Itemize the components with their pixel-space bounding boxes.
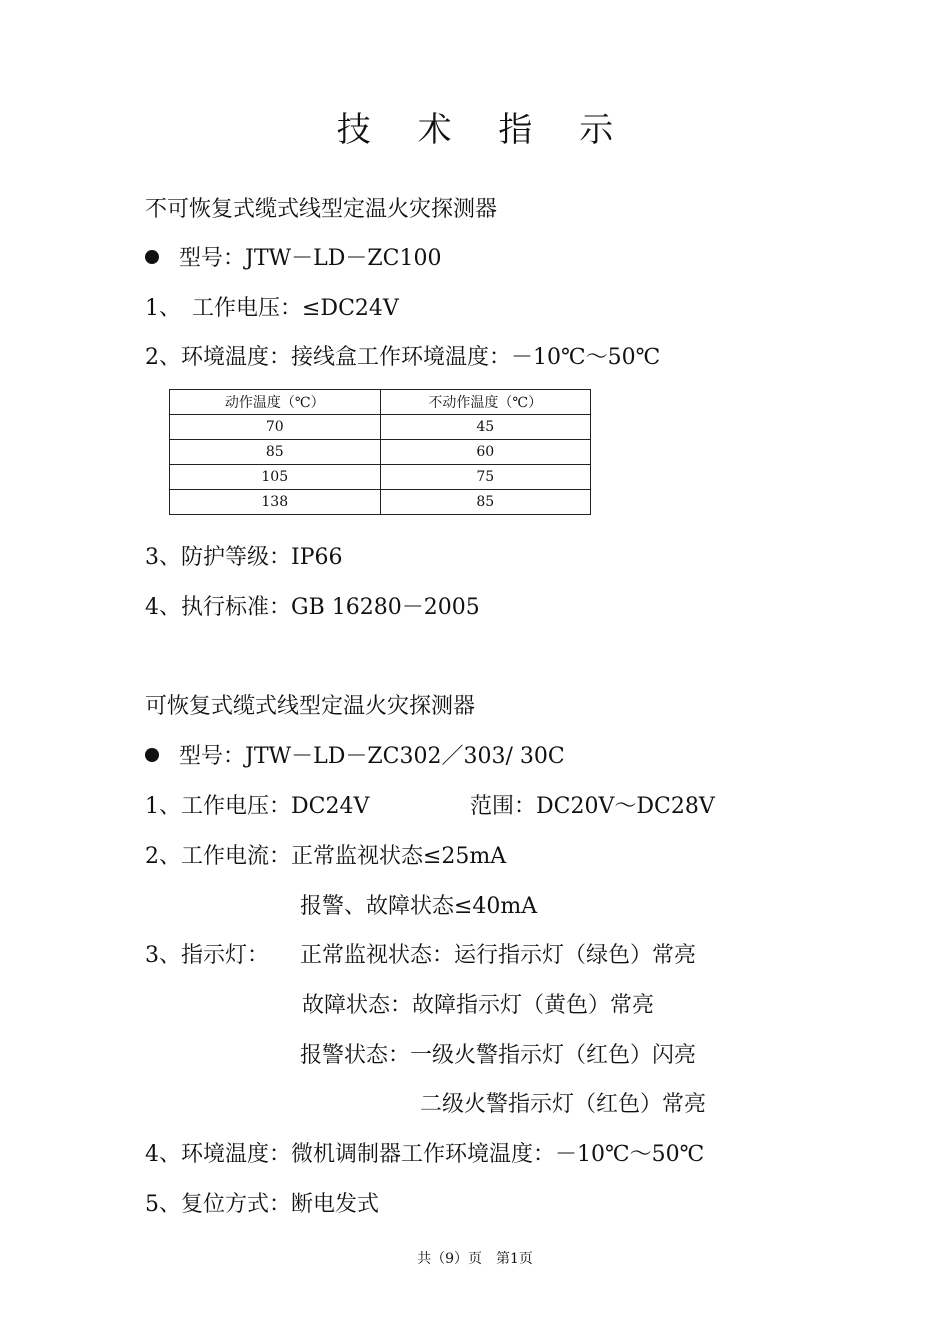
table-cell: 75 [380, 465, 591, 490]
section1-heading: 不可恢复式缆式线型定温火灾探测器 [145, 197, 498, 222]
table-row [170, 465, 591, 490]
table-cell: 138 [170, 490, 381, 515]
section2-model: 型号：JTW－LD－ZC302／303/ 30C [179, 744, 565, 769]
section1-item-env-temp: 2、环境温度：接线盒工作环境温度：－10℃～50℃ [145, 345, 661, 370]
section1-item-voltage: 1、 工作电压：≤DC24V [145, 296, 399, 321]
section2-voltage: 1、工作电压：DC24V [145, 794, 370, 819]
table-header-row [170, 390, 591, 415]
section1-item-standard: 4、执行标准：GB 16280－2005 [145, 595, 480, 620]
section2-heading: 可恢复式缆式线型定温火灾探测器 [145, 694, 476, 719]
section1-model: 型号：JTW－LD－ZC100 [179, 246, 442, 271]
page-title: 技 术 指 示 [336, 110, 632, 150]
table-cell: 60 [380, 440, 591, 465]
section2-indicator-label: 3、指示灯： [145, 943, 269, 968]
section2-env-temp: 4、环境温度：微机调制器工作环境温度：－10℃～50℃ [145, 1142, 705, 1167]
table-header: 不动作温度（℃） [380, 390, 591, 415]
table-cell: 70 [170, 415, 381, 440]
table-cell: 105 [170, 465, 381, 490]
table-row [170, 490, 591, 515]
table-header: 动作温度（℃） [170, 390, 381, 415]
section2-indicator-alarm2: 二级火警指示灯（红色）常亮 [420, 1092, 707, 1117]
table-row [170, 415, 591, 440]
bullet-icon [145, 250, 159, 264]
section2-current-alarm: 报警、故障状态≤40mA [300, 894, 538, 919]
section2-voltage-range: 范围：DC20V～DC28V [470, 794, 715, 819]
section2-indicator-fault: 故障状态：故障指示灯（黄色）常亮 [302, 993, 655, 1018]
section2-indicator-alarm1: 报警状态：一级火警指示灯（红色）闪亮 [300, 1043, 697, 1068]
section2-model-line [145, 742, 565, 772]
section1-item-protection: 3、防护等级：IP66 [145, 545, 343, 570]
temperature-table [169, 389, 591, 515]
table-cell: 85 [380, 490, 591, 515]
page-footer: 共（9）页 第1页 [417, 1251, 533, 1267]
table-cell: 45 [380, 415, 591, 440]
bullet-icon [145, 748, 159, 762]
table-cell: 85 [170, 440, 381, 465]
table-row [170, 440, 591, 465]
section2-current-normal: 2、工作电流：正常监视状态≤25mA [145, 844, 507, 869]
section1-model-line [145, 244, 441, 274]
section2-indicator-normal: 正常监视状态：运行指示灯（绿色）常亮 [300, 943, 697, 968]
section2-reset: 5、复位方式：断电发式 [145, 1192, 379, 1217]
